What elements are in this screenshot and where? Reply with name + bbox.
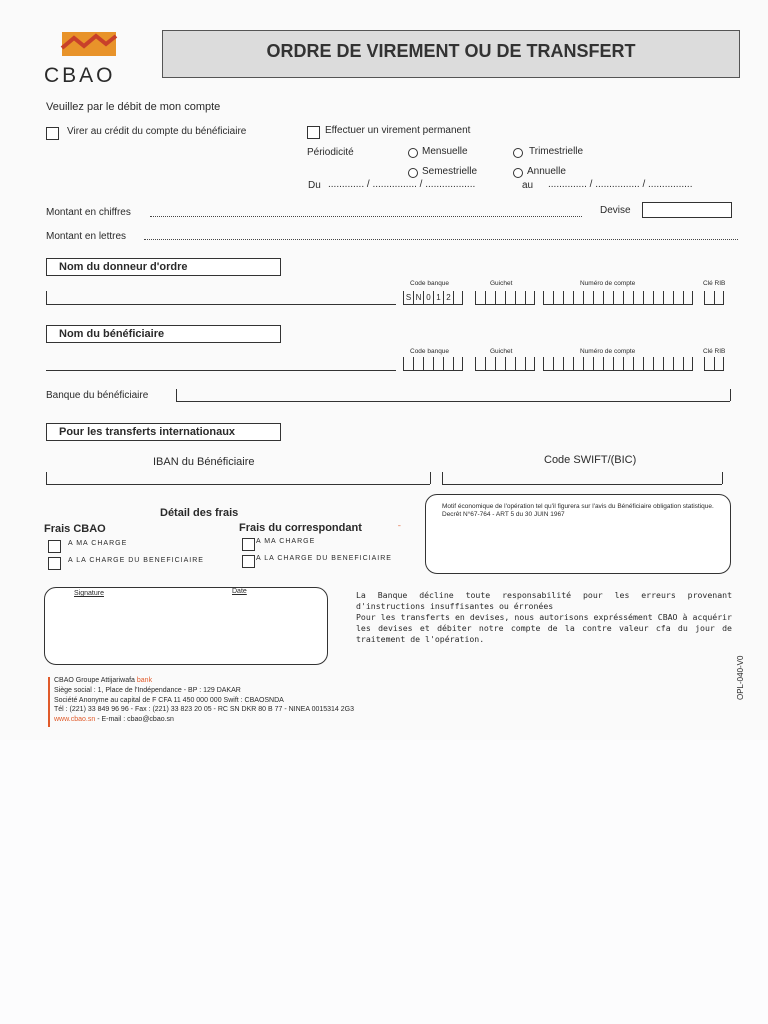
code-cell[interactable] bbox=[413, 357, 423, 370]
benef-numero-label: Numéro de compte bbox=[580, 348, 636, 355]
donneur-guichet-label: Guichet bbox=[490, 280, 513, 287]
code-cell[interactable] bbox=[583, 291, 593, 304]
international-title: Pour les transferts internationaux bbox=[59, 426, 236, 438]
footer-line4: Tél : (221) 33 849 96 96 - Fax : (221) 33 823 20 05 - RC SN DKR 80 B 77 - NINEA 0015314 2G3 bbox=[54, 706, 354, 713]
code-cell[interactable] bbox=[593, 357, 603, 370]
blank-page-area bbox=[0, 740, 768, 1024]
montant-chiffres-label: Montant en chiffres bbox=[46, 207, 131, 218]
code-cell[interactable] bbox=[443, 357, 453, 370]
footer-line3: Société Anonyme au capital de F CFA 11 450 000 000 Swift : CBAOSNDA bbox=[54, 697, 284, 704]
cbao-charge-benef-checkbox[interactable] bbox=[48, 557, 61, 570]
code-cell[interactable] bbox=[505, 291, 515, 304]
code-cell[interactable] bbox=[603, 357, 613, 370]
code-cell[interactable] bbox=[653, 291, 663, 304]
annuelle-label: Annuelle bbox=[527, 166, 566, 177]
banque-beneficiaire-label: Banque du bénéficiaire bbox=[46, 390, 149, 401]
benef-code-banque-cells[interactable] bbox=[403, 357, 463, 371]
donneur-name-field[interactable] bbox=[46, 304, 396, 305]
banque-field-end bbox=[730, 389, 731, 401]
footer-company: CBAO Groupe Attijariwafa bbox=[54, 677, 135, 684]
iban-label: IBAN du Bénéficiaire bbox=[153, 456, 255, 468]
form-reference: OPL-040-V0 bbox=[736, 655, 745, 700]
motif-text: Motif économique de l'opération tel qu'il figurera sur l'avis du Bénéficiaire obligation statistique. Decrêt N°67-764 - ART 5 du 30 JUIN 1967 bbox=[442, 503, 714, 518]
page-title bbox=[162, 30, 740, 78]
code-cell[interactable] bbox=[485, 291, 495, 304]
frais-cbao-title: Frais CBAO bbox=[44, 523, 106, 535]
code-cell[interactable] bbox=[563, 357, 573, 370]
swift-field[interactable] bbox=[442, 484, 722, 485]
mensuelle-radio[interactable] bbox=[408, 148, 418, 158]
benef-guichet-cells[interactable] bbox=[475, 357, 535, 371]
virement-permanent-checkbox[interactable] bbox=[307, 126, 320, 139]
beneficiaire-title: Nom du bénéficiaire bbox=[59, 328, 165, 340]
footer-line1 bbox=[54, 677, 152, 684]
montant-lettres-label: Montant en lettres bbox=[46, 231, 127, 242]
title-text: ORDRE DE VIREMENT OU DE TRANSFERT bbox=[266, 41, 636, 61]
code-cell[interactable] bbox=[423, 357, 433, 370]
montant-chiffres-field[interactable] bbox=[150, 216, 582, 217]
semestrielle-label: Semestrielle bbox=[422, 166, 478, 177]
corresp-charge-benef-checkbox[interactable] bbox=[242, 555, 255, 568]
semestrielle-radio[interactable] bbox=[408, 168, 418, 178]
swift-label: Code SWIFT/(BIC) bbox=[544, 454, 637, 466]
du-label: Du bbox=[308, 180, 321, 191]
code-cell[interactable] bbox=[495, 357, 505, 370]
code-cell[interactable]: S bbox=[403, 291, 413, 304]
code-cell[interactable] bbox=[613, 291, 623, 304]
cbao-logo-mark-icon bbox=[60, 26, 120, 58]
disclaimer-line1: La Banque décline toute responsabilité pour les erreurs provenant d'instructions insuffisantes ou érronées bbox=[356, 590, 732, 611]
banque-field-start bbox=[176, 389, 177, 401]
date-label: Date bbox=[232, 588, 247, 595]
donneur-guichet-cells[interactable] bbox=[475, 291, 535, 305]
code-cell[interactable] bbox=[663, 357, 673, 370]
donneur-code-banque-cells[interactable] bbox=[403, 291, 463, 305]
logo-text: CBAO bbox=[44, 64, 116, 87]
donneur-numero-label: Numéro de compte bbox=[580, 280, 636, 287]
code-cell[interactable] bbox=[704, 357, 714, 370]
annuelle-radio[interactable] bbox=[513, 168, 523, 178]
iban-field-end bbox=[430, 472, 431, 484]
code-cell[interactable] bbox=[643, 357, 653, 370]
mensuelle-label: Mensuelle bbox=[422, 146, 468, 157]
code-cell[interactable] bbox=[683, 357, 693, 370]
donneur-name-field-start bbox=[46, 291, 47, 304]
code-cell[interactable] bbox=[515, 357, 525, 370]
donneur-title-box bbox=[46, 258, 281, 276]
cbao-logo bbox=[60, 26, 120, 58]
code-cell[interactable] bbox=[495, 291, 505, 304]
benef-cle-cells[interactable] bbox=[704, 357, 724, 371]
virer-credit-checkbox[interactable] bbox=[46, 127, 59, 140]
au-date-field[interactable]: .............. / ................ / ................ bbox=[548, 179, 693, 190]
au-label: au bbox=[522, 180, 534, 191]
code-cell[interactable] bbox=[453, 291, 463, 304]
swift-field-end bbox=[722, 472, 723, 484]
virement-permanent-label: Effectuer un virement permanent bbox=[325, 125, 471, 136]
footer-line5 bbox=[54, 716, 174, 723]
du-date-field[interactable]: ............. / ................ / .................. bbox=[328, 179, 476, 190]
footer-website-link[interactable]: www.cbao.sn bbox=[54, 716, 96, 723]
donneur-cle-cells[interactable] bbox=[704, 291, 724, 305]
code-cell[interactable] bbox=[543, 357, 553, 370]
code-cell[interactable] bbox=[683, 291, 693, 304]
mark-tick-icon: ˗ bbox=[398, 520, 401, 529]
code-cell[interactable] bbox=[583, 357, 593, 370]
corresp-ma-charge-label: A MA CHARGE bbox=[256, 538, 316, 545]
donneur-cle-label: Clé RIB bbox=[703, 280, 726, 287]
code-cell[interactable] bbox=[525, 291, 535, 304]
beneficiaire-title-box bbox=[46, 325, 281, 343]
code-cell[interactable] bbox=[714, 291, 724, 304]
code-cell[interactable] bbox=[633, 291, 643, 304]
cbao-ma-charge-checkbox[interactable] bbox=[48, 540, 61, 553]
benef-cle-label: Clé RIB bbox=[703, 348, 726, 355]
code-cell[interactable] bbox=[704, 291, 714, 304]
code-cell[interactable] bbox=[485, 357, 495, 370]
code-cell[interactable] bbox=[475, 291, 485, 304]
code-cell[interactable] bbox=[553, 357, 563, 370]
code-cell[interactable]: 2 bbox=[443, 291, 453, 304]
montant-lettres-field[interactable] bbox=[144, 239, 738, 240]
code-cell[interactable] bbox=[553, 291, 563, 304]
code-cell[interactable]: 1 bbox=[433, 291, 443, 304]
code-cell[interactable] bbox=[633, 357, 643, 370]
frais-correspondant-title: Frais du correspondant bbox=[239, 522, 362, 534]
corresp-ma-charge-checkbox[interactable] bbox=[242, 538, 255, 551]
virer-credit-label: Virer au crédit du compte du bénéficiaire bbox=[67, 126, 247, 137]
devise-label: Devise bbox=[600, 205, 631, 216]
benef-code-banque-label: Code banque bbox=[410, 348, 450, 355]
code-cell[interactable] bbox=[623, 357, 633, 370]
code-cell[interactable]: 0 bbox=[423, 291, 433, 304]
international-title-box bbox=[46, 423, 281, 441]
trimestrielle-label: Trimestrielle bbox=[529, 146, 584, 157]
code-cell[interactable] bbox=[573, 291, 583, 304]
code-cell[interactable] bbox=[714, 357, 724, 370]
code-cell[interactable] bbox=[643, 291, 653, 304]
code-cell[interactable] bbox=[403, 357, 413, 370]
detail-frais-title: Détail des frais bbox=[160, 507, 239, 519]
code-cell[interactable] bbox=[673, 357, 683, 370]
code-cell[interactable] bbox=[573, 357, 583, 370]
footer-email: - E-mail : cbao@cbao.sn bbox=[97, 716, 174, 723]
code-cell[interactable] bbox=[613, 357, 623, 370]
corresp-charge-benef-label: A LA CHARGE DU BENEFICIAIRE bbox=[256, 555, 392, 562]
code-cell[interactable] bbox=[623, 291, 633, 304]
swift-field-start bbox=[442, 472, 443, 484]
debit-instruction: Veuillez par le débit de mon compte bbox=[46, 101, 221, 113]
code-cell[interactable] bbox=[543, 291, 553, 304]
code-cell[interactable] bbox=[525, 357, 535, 370]
signature-box[interactable] bbox=[44, 587, 328, 665]
iban-field-start bbox=[46, 472, 47, 484]
code-cell[interactable] bbox=[475, 357, 485, 370]
code-cell[interactable] bbox=[433, 357, 443, 370]
iban-field[interactable] bbox=[46, 484, 430, 485]
beneficiaire-name-field[interactable] bbox=[46, 370, 396, 371]
periodicite-label: Périodicité bbox=[307, 147, 354, 158]
code-cell[interactable] bbox=[453, 357, 463, 370]
signature-label: Signature bbox=[74, 590, 104, 597]
banque-beneficiaire-field[interactable] bbox=[176, 401, 730, 402]
donneur-title: Nom du donneur d'ordre bbox=[59, 261, 188, 273]
code-cell[interactable] bbox=[515, 291, 525, 304]
cbao-ma-charge-label: A MA CHARGE bbox=[68, 540, 128, 547]
donneur-code-banque-label: Code banque bbox=[410, 280, 450, 287]
footer-accent-bar bbox=[48, 677, 50, 727]
benef-numero-cells[interactable] bbox=[543, 357, 693, 371]
code-cell[interactable] bbox=[663, 291, 673, 304]
footer-bank: bank bbox=[136, 677, 153, 684]
trimestrielle-radio[interactable] bbox=[513, 148, 523, 158]
footer-line2: Siège social : 1, Place de l'Indépendance - BP : 129 DAKAR bbox=[54, 687, 241, 694]
devise-field[interactable] bbox=[642, 202, 732, 218]
code-cell[interactable] bbox=[673, 291, 683, 304]
benef-guichet-label: Guichet bbox=[490, 348, 513, 355]
code-cell[interactable]: N bbox=[413, 291, 423, 304]
donneur-numero-cells[interactable] bbox=[543, 291, 693, 305]
code-cell[interactable] bbox=[603, 291, 613, 304]
code-cell[interactable] bbox=[505, 357, 515, 370]
code-cell[interactable] bbox=[563, 291, 573, 304]
code-cell[interactable] bbox=[593, 291, 603, 304]
code-cell[interactable] bbox=[653, 357, 663, 370]
cbao-charge-benef-label: A LA CHARGE DU BENEFICIAIRE bbox=[68, 557, 204, 564]
disclaimer-line2: Pour les transferts en devises, nous autorisons expréssément CBAO à acquérir les devises et débiter notre compte de la contre valeur cfa du jour de traitement de l'opération. bbox=[356, 612, 732, 644]
